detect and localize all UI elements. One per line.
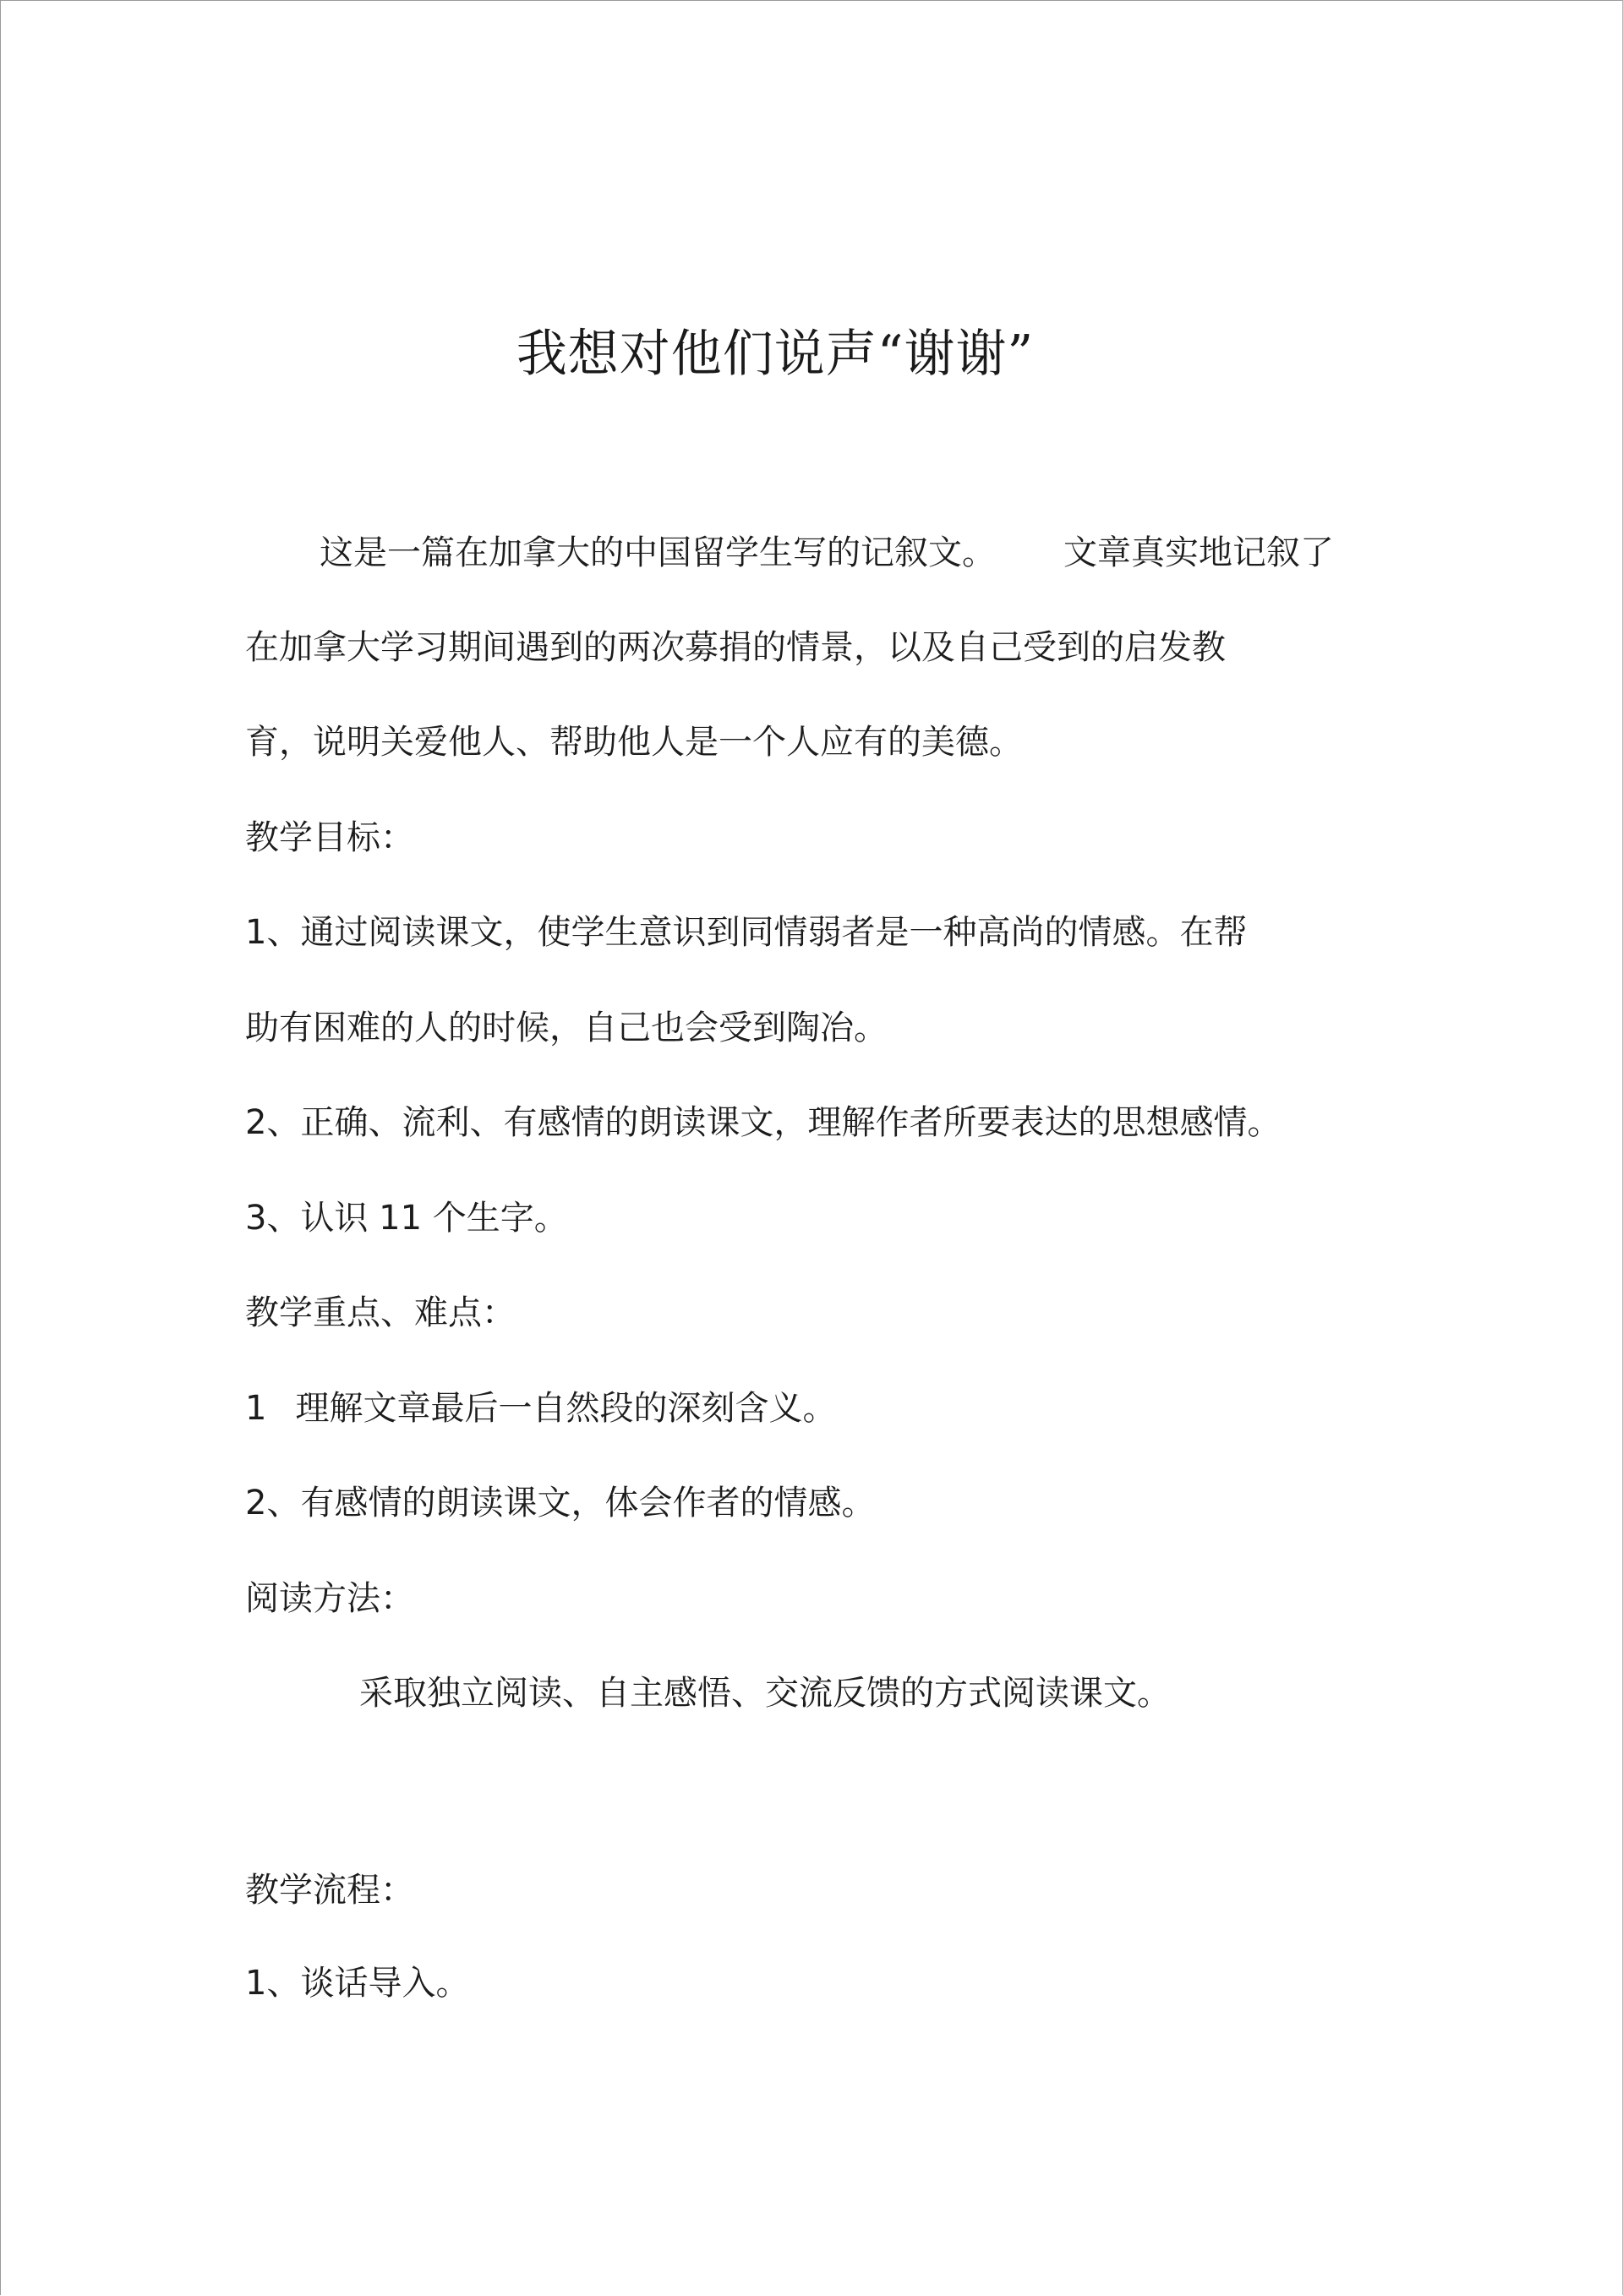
reading-method-heading: 阅读方法：	[245, 1579, 414, 1618]
objective-1-line-1: 1、通过阅读课文，使学生意识到同情弱者是一种高尚的情感。在帮	[245, 913, 1248, 952]
objectives-heading: 教学目标：	[245, 818, 414, 857]
process-item-1: 1、谈话导入。	[245, 1964, 470, 2003]
key-point-2: 2、有感情的朗读课文，体会作者的情感。	[245, 1484, 876, 1522]
key-points-heading: 教学重点、难点：	[245, 1293, 516, 1332]
key-point-1	[245, 1387, 836, 1430]
intro-line-2: 在加拿大学习期间遇到的两次募捐的情景，以及自己受到的启发教	[245, 628, 1226, 667]
intro-line-1-part-1: 这是一篇在加拿大的中国留学生写的记叙文。	[320, 533, 996, 572]
key-point-1-number: 1	[245, 1389, 267, 1428]
objective-3: 3、认识 11 个生字。	[245, 1199, 568, 1238]
objective-2: 2、正确、流利、有感情的朗读课文，理解作者所要表达的思想感情。	[245, 1103, 1281, 1142]
objective-1-line-2: 助有困难的人的时候，自己也会受到陶冶。	[245, 1009, 888, 1047]
intro-line-3: 育，说明关爱他人、帮助他人是一个人应有的美德。	[245, 723, 1023, 762]
intro-line-1-part-2: 文章真实地记叙了	[1063, 533, 1334, 572]
intro-line-1	[320, 532, 1334, 574]
document-title: 我想对他们说声“谢谢”	[516, 325, 1035, 384]
process-heading: 教学流程：	[245, 1871, 414, 1910]
reading-method-text: 采取独立阅读、自主感悟、交流反馈的方式阅读课文。	[359, 1674, 1171, 1713]
key-point-1-text: 理解文章最后一自然段的深刻含义。	[295, 1389, 837, 1428]
